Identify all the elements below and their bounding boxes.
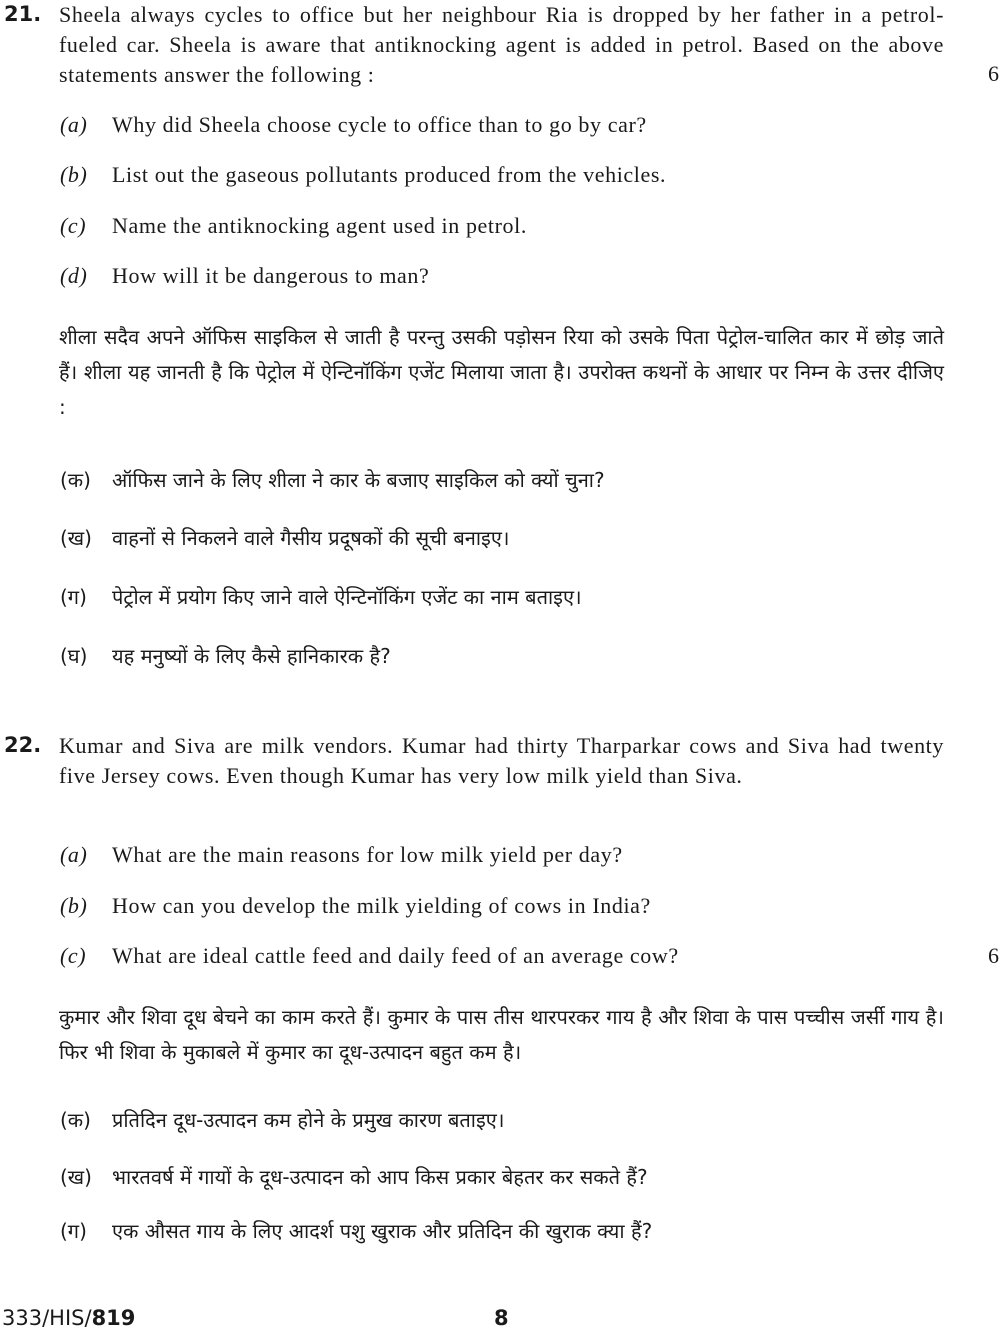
q21-part-kha-label: (ख)	[60, 526, 92, 550]
q21-part-gha-text: यह मनुष्यों के लिए कैसे हानिकारक है?	[112, 644, 391, 668]
question-22-number: 22.	[4, 733, 42, 757]
paper-code	[2, 1306, 135, 1330]
q22-part-c-text: What are ideal cattle feed and daily feed of an average cow?	[112, 943, 679, 968]
question-22-stem-hindi: कुमार और शिवा दूध बेचने का काम करते हैं। कुमार के पास तीस थारपरकर गाय है और शिवा के पास पच्चीस जर्सी गाय है। फिर भी शिवा के मुकाबले में कुमार का दूध-उत्पादन बहुत कम है।	[59, 1005, 944, 1064]
page-number: 8	[494, 1306, 509, 1330]
q21-part-b-text: List out the gaseous pollutants produced from the vehicles.	[112, 162, 667, 187]
q21-part-c-text: Name the antiknocking agent used in petrol.	[112, 213, 527, 238]
question-22-stem: Kumar and Siva are milk vendors. Kumar had thirty Tharparkar cows and Siva had twenty five Jersey cows. Even though Kumar has very low milk yield than Siva.	[59, 733, 944, 788]
question-21-marks: 6	[988, 61, 999, 86]
q21-part-kha-text: वाहनों से निकलने वाले गैसीय प्रदूषकों की सूची बनाइए।	[112, 526, 510, 550]
q21-part-gha-label: (घ)	[60, 644, 88, 668]
question-22-marks: 6	[988, 943, 999, 968]
q22-part-kha-text: भारतवर्ष में गायों के दूध-उत्पादन को आप किस प्रकार बेहतर कर सकते हैं?	[112, 1165, 648, 1189]
question-21-stem: Sheela always cycles to office but her neighbour Ria is dropped by her father in a petrol-fueled car. Sheela is aware that antiknocking agent is added in petrol. Based on the above statements answer the following :	[59, 2, 944, 87]
paper-code-number: 819	[91, 1306, 136, 1330]
q22-part-ka-label: (क)	[60, 1108, 91, 1132]
q21-part-d-label: (d)	[60, 263, 88, 288]
q22-part-a-label: (a)	[60, 842, 88, 867]
q21-part-a-label: (a)	[60, 112, 88, 137]
q22-part-c-label: (c)	[60, 943, 87, 968]
q22-part-a-text: What are the main reasons for low milk yield per day?	[112, 842, 623, 867]
q22-part-ga-text: एक औसत गाय के लिए आदर्श पशु खुराक और प्रतिदिन की खुराक क्या हैं?	[112, 1219, 653, 1243]
q22-part-kha-label: (ख)	[60, 1165, 92, 1189]
question-21-number: 21.	[4, 2, 42, 26]
q22-part-b-text: How can you develop the milk yielding of cows in India?	[112, 893, 651, 918]
q21-part-a-text: Why did Sheela choose cycle to office than to go by car?	[112, 112, 647, 137]
q21-part-ka-label: (क)	[60, 468, 91, 492]
question-21-stem-hindi: शीला सदैव अपने ऑफिस साइकिल से जाती है परन्तु उसकी पड़ोसन रिया को उसके पिता पेट्रोल-चालित कार में छोड़ जाते हैं। शीला यह जानती है कि पेट्रोल में ऐन्टिनॉकिंग एजेंट मिलाया जाता है। उपरोक्त कथनों के आधार पर निम्न के उत्तर दीजिए :	[59, 325, 944, 419]
q22-part-ga-label: (ग)	[60, 1219, 87, 1243]
paper-code-prefix: 333/HIS/	[2, 1306, 92, 1330]
q21-part-ga-text: पेट्रोल में प्रयोग किए जाने वाले ऐन्टिनॉकिंग एजेंट का नाम बताइए।	[112, 585, 582, 609]
q22-part-ka-text: प्रतिदिन दूध-उत्पादन कम होने के प्रमुख कारण बताइए।	[112, 1108, 505, 1132]
q21-part-ka-text: ऑफिस जाने के लिए शीला ने कार के बजाए साइकिल को क्यों चुना?	[112, 468, 605, 492]
q22-part-b-label: (b)	[60, 893, 88, 918]
q21-part-c-label: (c)	[60, 213, 87, 238]
q21-part-b-label: (b)	[60, 162, 88, 187]
q21-part-ga-label: (ग)	[60, 585, 87, 609]
q21-part-d-text: How will it be dangerous to man?	[112, 263, 430, 288]
